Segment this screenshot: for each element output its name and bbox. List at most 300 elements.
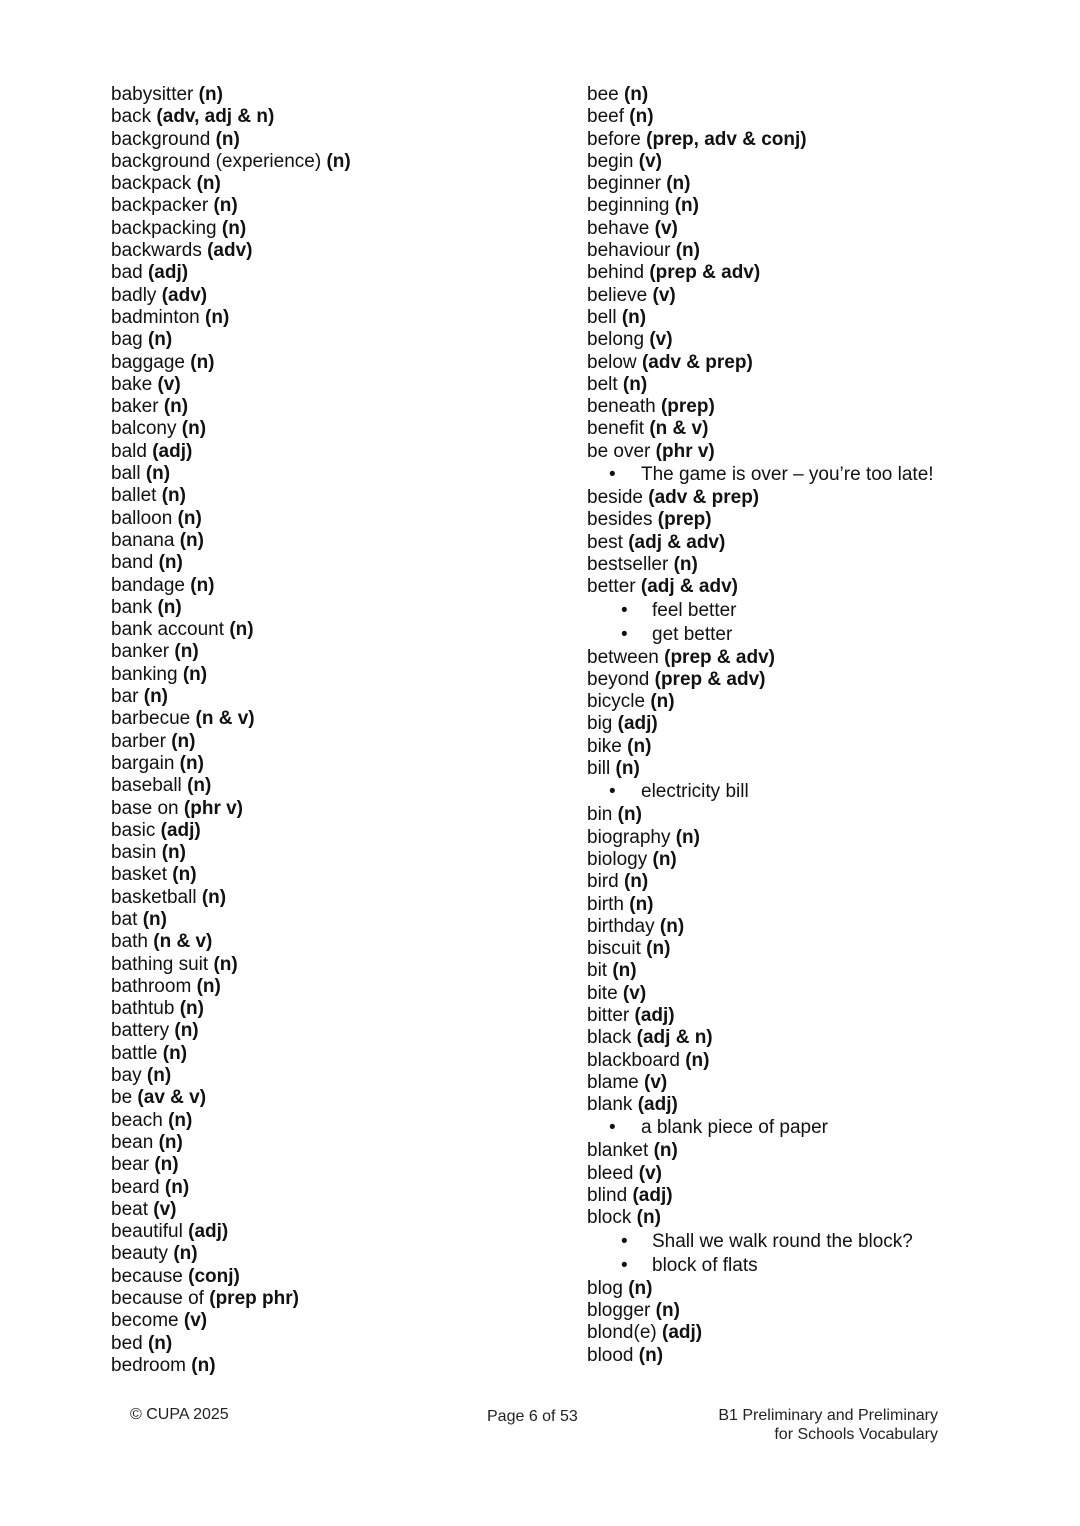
part-of-speech: (v) bbox=[652, 284, 676, 306]
part-of-speech: (prep & adv) bbox=[664, 646, 775, 668]
part-of-speech: (n) bbox=[221, 217, 247, 239]
part-of-speech: (phr v) bbox=[183, 797, 244, 819]
entry-word: background (experience) bbox=[111, 150, 322, 172]
vocabulary-entry bbox=[111, 731, 551, 753]
part-of-speech: (n) bbox=[674, 195, 699, 217]
vocabulary-entry bbox=[587, 1345, 1027, 1367]
vocabulary-entry bbox=[111, 1288, 551, 1310]
part-of-speech: (adj) bbox=[617, 713, 658, 735]
entry-word: blond(e) bbox=[587, 1322, 657, 1344]
part-of-speech: (n) bbox=[190, 351, 215, 373]
bullet-icon: • bbox=[621, 623, 628, 645]
entry-word: basket bbox=[111, 864, 167, 886]
part-of-speech: (n) bbox=[615, 758, 640, 780]
entry-word: blogger bbox=[587, 1299, 651, 1321]
vocabulary-entry bbox=[587, 1278, 1027, 1300]
vocabulary-entry bbox=[587, 1005, 1027, 1027]
vocabulary-entry bbox=[587, 173, 1027, 195]
entry-word: bath bbox=[111, 931, 148, 953]
entry-word: battle bbox=[111, 1042, 158, 1064]
part-of-speech: (phr v) bbox=[655, 440, 715, 462]
entry-word: balcony bbox=[111, 418, 177, 440]
entry-word: bargain bbox=[111, 752, 175, 774]
vocabulary-entry bbox=[111, 195, 551, 217]
vocabulary-entry bbox=[111, 329, 551, 351]
footer-document-title bbox=[718, 1406, 938, 1444]
part-of-speech: (adv) bbox=[207, 240, 253, 262]
entry-word: beneath bbox=[587, 396, 656, 418]
vocabulary-entry bbox=[587, 983, 1027, 1005]
part-of-speech: (prep phr) bbox=[209, 1288, 299, 1310]
entry-word: best bbox=[587, 531, 623, 553]
vocabulary-entry bbox=[587, 938, 1027, 960]
part-of-speech: (n) bbox=[621, 306, 647, 328]
part-of-speech: (prep & adv) bbox=[654, 668, 766, 690]
entry-word: bleed bbox=[587, 1162, 634, 1184]
vocabulary-entry bbox=[111, 864, 551, 886]
part-of-speech: (n) bbox=[163, 396, 189, 418]
entry-word: bar bbox=[111, 686, 139, 708]
entry-word: backwards bbox=[111, 240, 202, 262]
entry-word: blog bbox=[587, 1277, 623, 1299]
part-of-speech: (n) bbox=[673, 553, 698, 575]
entry-word: badminton bbox=[111, 306, 200, 328]
vocabulary-entry bbox=[111, 1154, 551, 1176]
vocabulary-entry bbox=[111, 619, 551, 641]
part-of-speech: (n & v) bbox=[649, 418, 709, 440]
part-of-speech: (n) bbox=[628, 1277, 653, 1299]
vocabulary-entry bbox=[587, 374, 1027, 396]
entry-word: barbecue bbox=[111, 708, 191, 730]
entry-word: bell bbox=[587, 306, 617, 328]
entry-word: backpacking bbox=[111, 217, 217, 239]
entry-word: beauty bbox=[111, 1243, 169, 1265]
part-of-speech: (adj) bbox=[662, 1322, 703, 1344]
entry-word: banker bbox=[111, 641, 170, 663]
vocabulary-entry bbox=[587, 1185, 1027, 1207]
part-of-speech: (n) bbox=[196, 975, 221, 997]
entry-word: beat bbox=[111, 1198, 148, 1220]
entry-word: bag bbox=[111, 329, 143, 351]
part-of-speech: (n) bbox=[154, 1154, 179, 1176]
entry-word: behind bbox=[587, 262, 645, 284]
example-item bbox=[587, 599, 1027, 623]
entry-word: big bbox=[587, 713, 613, 735]
bullet-icon: • bbox=[621, 599, 628, 621]
example-text: block of flats bbox=[652, 1254, 758, 1276]
entry-word: bank account bbox=[111, 619, 225, 641]
part-of-speech: (prep & adv) bbox=[649, 262, 761, 284]
part-of-speech: (n) bbox=[177, 507, 202, 529]
vocabulary-entry bbox=[111, 976, 551, 998]
entry-word: beginner bbox=[587, 173, 661, 195]
example-item bbox=[587, 780, 1027, 804]
entry-word: bear bbox=[111, 1154, 150, 1176]
entry-word: bake bbox=[111, 373, 153, 395]
entry-word: beef bbox=[587, 106, 624, 128]
vocabulary-entry bbox=[111, 887, 551, 909]
entry-word: bite bbox=[587, 982, 618, 1004]
entry-word: birth bbox=[587, 893, 624, 915]
entry-word: baker bbox=[111, 396, 159, 418]
entry-word: beach bbox=[111, 1109, 163, 1131]
part-of-speech: (n) bbox=[174, 641, 199, 663]
vocabulary-entry bbox=[111, 151, 551, 173]
part-of-speech: (adj & adv) bbox=[628, 531, 726, 553]
entry-word: backpack bbox=[111, 173, 192, 195]
vocabulary-entry bbox=[111, 463, 551, 485]
entry-word: blackboard bbox=[587, 1049, 680, 1071]
bullet-icon: • bbox=[621, 1230, 628, 1252]
vocabulary-entry bbox=[111, 552, 551, 574]
entry-word: basic bbox=[111, 819, 156, 841]
part-of-speech: (n) bbox=[172, 864, 197, 886]
entry-word: banana bbox=[111, 529, 175, 551]
entry-word: ball bbox=[111, 463, 141, 485]
part-of-speech: (n) bbox=[143, 686, 169, 708]
bullet-icon: • bbox=[621, 1254, 628, 1276]
bullet-icon: • bbox=[609, 464, 616, 486]
entry-word: because of bbox=[111, 1288, 204, 1310]
vocabulary-entry bbox=[111, 954, 551, 976]
entry-word: between bbox=[587, 646, 659, 668]
vocabulary-entry bbox=[111, 240, 551, 262]
vocabulary-entry bbox=[111, 1243, 551, 1265]
vocabulary-entry bbox=[111, 686, 551, 708]
vocabulary-entry bbox=[111, 374, 551, 396]
vocabulary-entry bbox=[587, 106, 1027, 128]
entry-word: beside bbox=[587, 487, 643, 509]
part-of-speech: (n) bbox=[666, 173, 691, 195]
vocabulary-entry bbox=[587, 1050, 1027, 1072]
part-of-speech: (adj) bbox=[188, 1221, 229, 1243]
part-of-speech: (v) bbox=[157, 373, 181, 395]
vocabulary-entry bbox=[111, 1333, 551, 1355]
part-of-speech: (v) bbox=[654, 217, 678, 239]
part-of-speech: (n) bbox=[629, 106, 654, 128]
vocabulary-entry bbox=[587, 532, 1027, 554]
vocabulary-entry bbox=[587, 151, 1027, 173]
vocabulary-entry bbox=[587, 285, 1027, 307]
vocabulary-entry bbox=[111, 597, 551, 619]
vocabulary-entry bbox=[111, 1199, 551, 1221]
bullet-icon: • bbox=[609, 1117, 616, 1139]
entry-word: blank bbox=[587, 1094, 633, 1116]
example-item bbox=[587, 1116, 1027, 1140]
example-text: Shall we walk round the block? bbox=[652, 1230, 913, 1252]
vocabulary-entry bbox=[111, 909, 551, 931]
footer-copyright: © CUPA 2025 bbox=[130, 1406, 229, 1423]
vocabulary-entry bbox=[111, 352, 551, 374]
vocabulary-entry bbox=[587, 240, 1027, 262]
vocabulary-entry bbox=[587, 84, 1027, 106]
part-of-speech: (v) bbox=[183, 1310, 208, 1332]
part-of-speech: (n) bbox=[685, 1049, 710, 1071]
part-of-speech: (adj) bbox=[637, 1094, 678, 1116]
entry-word: base on bbox=[111, 797, 179, 819]
entry-word: babysitter bbox=[111, 84, 194, 105]
part-of-speech: (n) bbox=[659, 915, 685, 937]
vocabulary-entry bbox=[111, 106, 551, 128]
entry-word: bed bbox=[111, 1332, 143, 1354]
example-text: feel better bbox=[652, 599, 737, 621]
vocabulary-column-right bbox=[587, 84, 1027, 1367]
entry-word: ballet bbox=[111, 485, 157, 507]
example-text: a blank piece of paper bbox=[641, 1117, 828, 1139]
entry-word: bike bbox=[587, 735, 622, 757]
example-item bbox=[587, 1230, 1027, 1254]
example-text: The game is over – you’re too late! bbox=[641, 464, 934, 486]
entry-word: band bbox=[111, 552, 154, 574]
vocabulary-entry bbox=[111, 753, 551, 775]
part-of-speech: (n) bbox=[146, 1065, 172, 1087]
vocabulary-entry bbox=[111, 575, 551, 597]
vocabulary-column-left bbox=[111, 84, 551, 1377]
part-of-speech: (v) bbox=[638, 150, 663, 172]
vocabulary-entry bbox=[111, 485, 551, 507]
vocabulary-entry bbox=[587, 1207, 1027, 1229]
entry-word: basketball bbox=[111, 886, 197, 908]
entry-word: because bbox=[111, 1265, 183, 1287]
entry-word: bestseller bbox=[587, 553, 669, 575]
vocabulary-entry bbox=[111, 307, 551, 329]
entry-word: bedroom bbox=[111, 1354, 186, 1376]
vocabulary-entry bbox=[111, 931, 551, 953]
vocabulary-entry bbox=[111, 842, 551, 864]
vocabulary-entry bbox=[587, 691, 1027, 713]
part-of-speech: (n) bbox=[213, 195, 238, 217]
part-of-speech: (n) bbox=[638, 1344, 664, 1366]
vocabulary-entry bbox=[587, 1027, 1027, 1049]
part-of-speech: (adv & prep) bbox=[648, 487, 760, 509]
entry-word: badly bbox=[111, 284, 157, 306]
vocabulary-entry bbox=[587, 441, 1027, 463]
entry-word: battery bbox=[111, 1020, 170, 1042]
vocabulary-entry bbox=[587, 894, 1027, 916]
vocabulary-entry bbox=[587, 849, 1027, 871]
vocabulary-entry bbox=[587, 1094, 1027, 1116]
vocabulary-entry bbox=[587, 576, 1027, 598]
part-of-speech: (n) bbox=[179, 529, 204, 551]
entry-word: bit bbox=[587, 960, 608, 982]
part-of-speech: (n) bbox=[158, 1131, 183, 1153]
part-of-speech: (n) bbox=[179, 752, 204, 774]
vocabulary-entry bbox=[111, 262, 551, 284]
entry-word: bay bbox=[111, 1065, 142, 1087]
entry-word: before bbox=[587, 128, 641, 150]
vocabulary-entry bbox=[587, 713, 1027, 735]
part-of-speech: (n) bbox=[164, 1176, 190, 1198]
vocabulary-entry bbox=[111, 1221, 551, 1243]
part-of-speech: (n) bbox=[652, 848, 677, 870]
part-of-speech: (adj & n) bbox=[636, 1027, 713, 1049]
part-of-speech: (n) bbox=[623, 871, 649, 893]
entry-word: bank bbox=[111, 596, 153, 618]
vocabulary-entry bbox=[587, 1163, 1027, 1185]
part-of-speech: (n & v) bbox=[195, 708, 255, 730]
example-item bbox=[587, 1254, 1027, 1278]
entry-word: backpacker bbox=[111, 195, 209, 217]
part-of-speech: (n) bbox=[205, 306, 230, 328]
vocabulary-entry bbox=[111, 1266, 551, 1288]
vocabulary-entry bbox=[111, 998, 551, 1020]
entry-word: beyond bbox=[587, 668, 650, 690]
part-of-speech: (prep) bbox=[657, 509, 712, 531]
part-of-speech: (v) bbox=[153, 1198, 177, 1220]
example-item bbox=[587, 623, 1027, 647]
entry-word: bitter bbox=[587, 1004, 630, 1026]
entry-word: banking bbox=[111, 663, 178, 685]
vocabulary-entry bbox=[111, 441, 551, 463]
vocabulary-entry bbox=[587, 307, 1027, 329]
part-of-speech: (n) bbox=[179, 998, 204, 1020]
vocabulary-entry bbox=[111, 1355, 551, 1377]
vocabulary-entry bbox=[587, 1322, 1027, 1344]
vocabulary-entry bbox=[111, 396, 551, 418]
vocabulary-entry bbox=[587, 804, 1027, 826]
entry-word: basin bbox=[111, 842, 157, 864]
entry-word: back bbox=[111, 106, 152, 128]
part-of-speech: (n) bbox=[142, 908, 167, 930]
example-item bbox=[587, 463, 1027, 487]
vocabulary-entry bbox=[111, 173, 551, 195]
vocabulary-entry bbox=[587, 352, 1027, 374]
part-of-speech: (n) bbox=[162, 1042, 188, 1064]
part-of-speech: (n) bbox=[650, 691, 675, 713]
part-of-speech: (adj) bbox=[632, 1185, 673, 1207]
part-of-speech: (n) bbox=[646, 938, 671, 960]
entry-word: beginning bbox=[587, 195, 670, 217]
vocabulary-entry bbox=[587, 129, 1027, 151]
footer-page-number: Page 6 of 53 bbox=[487, 1408, 578, 1425]
entry-word: benefit bbox=[587, 418, 645, 440]
entry-word: bicycle bbox=[587, 691, 646, 713]
part-of-speech: (n) bbox=[675, 826, 700, 848]
entry-word: bean bbox=[111, 1131, 154, 1153]
entry-word: blanket bbox=[587, 1140, 649, 1162]
footer-title-line-2: for Schools Vocabulary bbox=[774, 1426, 938, 1443]
entry-word: be over bbox=[587, 440, 651, 462]
entry-word: baggage bbox=[111, 351, 185, 373]
entry-word: bathroom bbox=[111, 975, 192, 997]
part-of-speech: (n) bbox=[636, 1207, 661, 1229]
vocabulary-entry bbox=[587, 736, 1027, 758]
vocabulary-entry bbox=[111, 1043, 551, 1065]
part-of-speech: (n) bbox=[190, 574, 215, 596]
vocabulary-entry bbox=[111, 1177, 551, 1199]
part-of-speech: (v) bbox=[649, 329, 673, 351]
vocabulary-entry bbox=[111, 820, 551, 842]
part-of-speech: (n) bbox=[173, 1243, 198, 1265]
entry-word: biology bbox=[587, 848, 648, 870]
vocabulary-entry bbox=[587, 396, 1027, 418]
entry-word: beautiful bbox=[111, 1221, 183, 1243]
entry-word: bee bbox=[587, 84, 619, 105]
part-of-speech: (n) bbox=[675, 240, 700, 262]
vocabulary-entry bbox=[587, 329, 1027, 351]
part-of-speech: (n) bbox=[187, 775, 212, 797]
part-of-speech: (n) bbox=[158, 552, 183, 574]
vocabulary-entry bbox=[587, 1140, 1027, 1162]
example-text: electricity bill bbox=[641, 781, 749, 803]
bullet-icon: • bbox=[609, 781, 616, 803]
part-of-speech: (n) bbox=[198, 84, 223, 105]
part-of-speech: (n) bbox=[627, 735, 652, 757]
vocabulary-entry bbox=[111, 1132, 551, 1154]
vocabulary-entry bbox=[111, 285, 551, 307]
part-of-speech: (conj) bbox=[188, 1265, 240, 1287]
vocabulary-entry bbox=[587, 195, 1027, 217]
part-of-speech: (n) bbox=[622, 373, 648, 395]
part-of-speech: (adv, adj & n) bbox=[156, 106, 275, 128]
vocabulary-entry bbox=[587, 509, 1027, 531]
entry-word: bad bbox=[111, 262, 143, 284]
vocabulary-entry bbox=[111, 218, 551, 240]
part-of-speech: (av & v) bbox=[137, 1087, 207, 1109]
part-of-speech: (adj) bbox=[152, 440, 193, 462]
vocabulary-entry bbox=[587, 916, 1027, 938]
vocabulary-entry bbox=[587, 960, 1027, 982]
vocabulary-entry bbox=[111, 84, 551, 106]
entry-word: bin bbox=[587, 804, 613, 826]
vocabulary-entry bbox=[111, 129, 551, 151]
vocabulary-entry bbox=[587, 218, 1027, 240]
entry-word: bat bbox=[111, 908, 138, 930]
entry-word: belt bbox=[587, 373, 618, 395]
entry-word: biscuit bbox=[587, 938, 641, 960]
vocabulary-entry bbox=[587, 871, 1027, 893]
vocabulary-entry bbox=[587, 262, 1027, 284]
footer-title-line-1: B1 Preliminary and Preliminary bbox=[718, 1407, 938, 1424]
part-of-speech: (n) bbox=[612, 960, 637, 982]
example-text: get better bbox=[652, 623, 733, 645]
part-of-speech: (n) bbox=[229, 619, 254, 641]
part-of-speech: (v) bbox=[644, 1071, 668, 1093]
vocabulary-entry bbox=[111, 641, 551, 663]
part-of-speech: (n) bbox=[147, 1332, 173, 1354]
entry-word: blind bbox=[587, 1185, 628, 1207]
vocabulary-entry bbox=[587, 669, 1027, 691]
vocabulary-entry bbox=[111, 1310, 551, 1332]
entry-word: besides bbox=[587, 509, 653, 531]
part-of-speech: (n) bbox=[161, 485, 186, 507]
part-of-speech: (n) bbox=[161, 842, 186, 864]
entry-word: baseball bbox=[111, 775, 182, 797]
part-of-speech: (n & v) bbox=[153, 931, 213, 953]
entry-word: birthday bbox=[587, 915, 655, 937]
part-of-speech: (adj & adv) bbox=[640, 576, 738, 598]
part-of-speech: (v) bbox=[622, 982, 647, 1004]
part-of-speech: (n) bbox=[147, 329, 173, 351]
entry-word: bald bbox=[111, 440, 147, 462]
vocabulary-entry bbox=[111, 798, 551, 820]
part-of-speech: (n) bbox=[201, 886, 227, 908]
entry-word: balloon bbox=[111, 507, 173, 529]
entry-word: black bbox=[587, 1027, 632, 1049]
vocabulary-entry bbox=[111, 708, 551, 730]
entry-word: better bbox=[587, 576, 636, 598]
part-of-speech: (n) bbox=[157, 596, 182, 618]
vocabulary-entry bbox=[111, 1020, 551, 1042]
part-of-speech: (adj) bbox=[160, 819, 201, 841]
entry-word: bird bbox=[587, 871, 619, 893]
vocabulary-entry bbox=[587, 487, 1027, 509]
part-of-speech: (n) bbox=[181, 418, 207, 440]
entry-word: blood bbox=[587, 1344, 634, 1366]
entry-word: beard bbox=[111, 1176, 160, 1198]
entry-word: become bbox=[111, 1310, 179, 1332]
part-of-speech: (n) bbox=[213, 953, 238, 975]
